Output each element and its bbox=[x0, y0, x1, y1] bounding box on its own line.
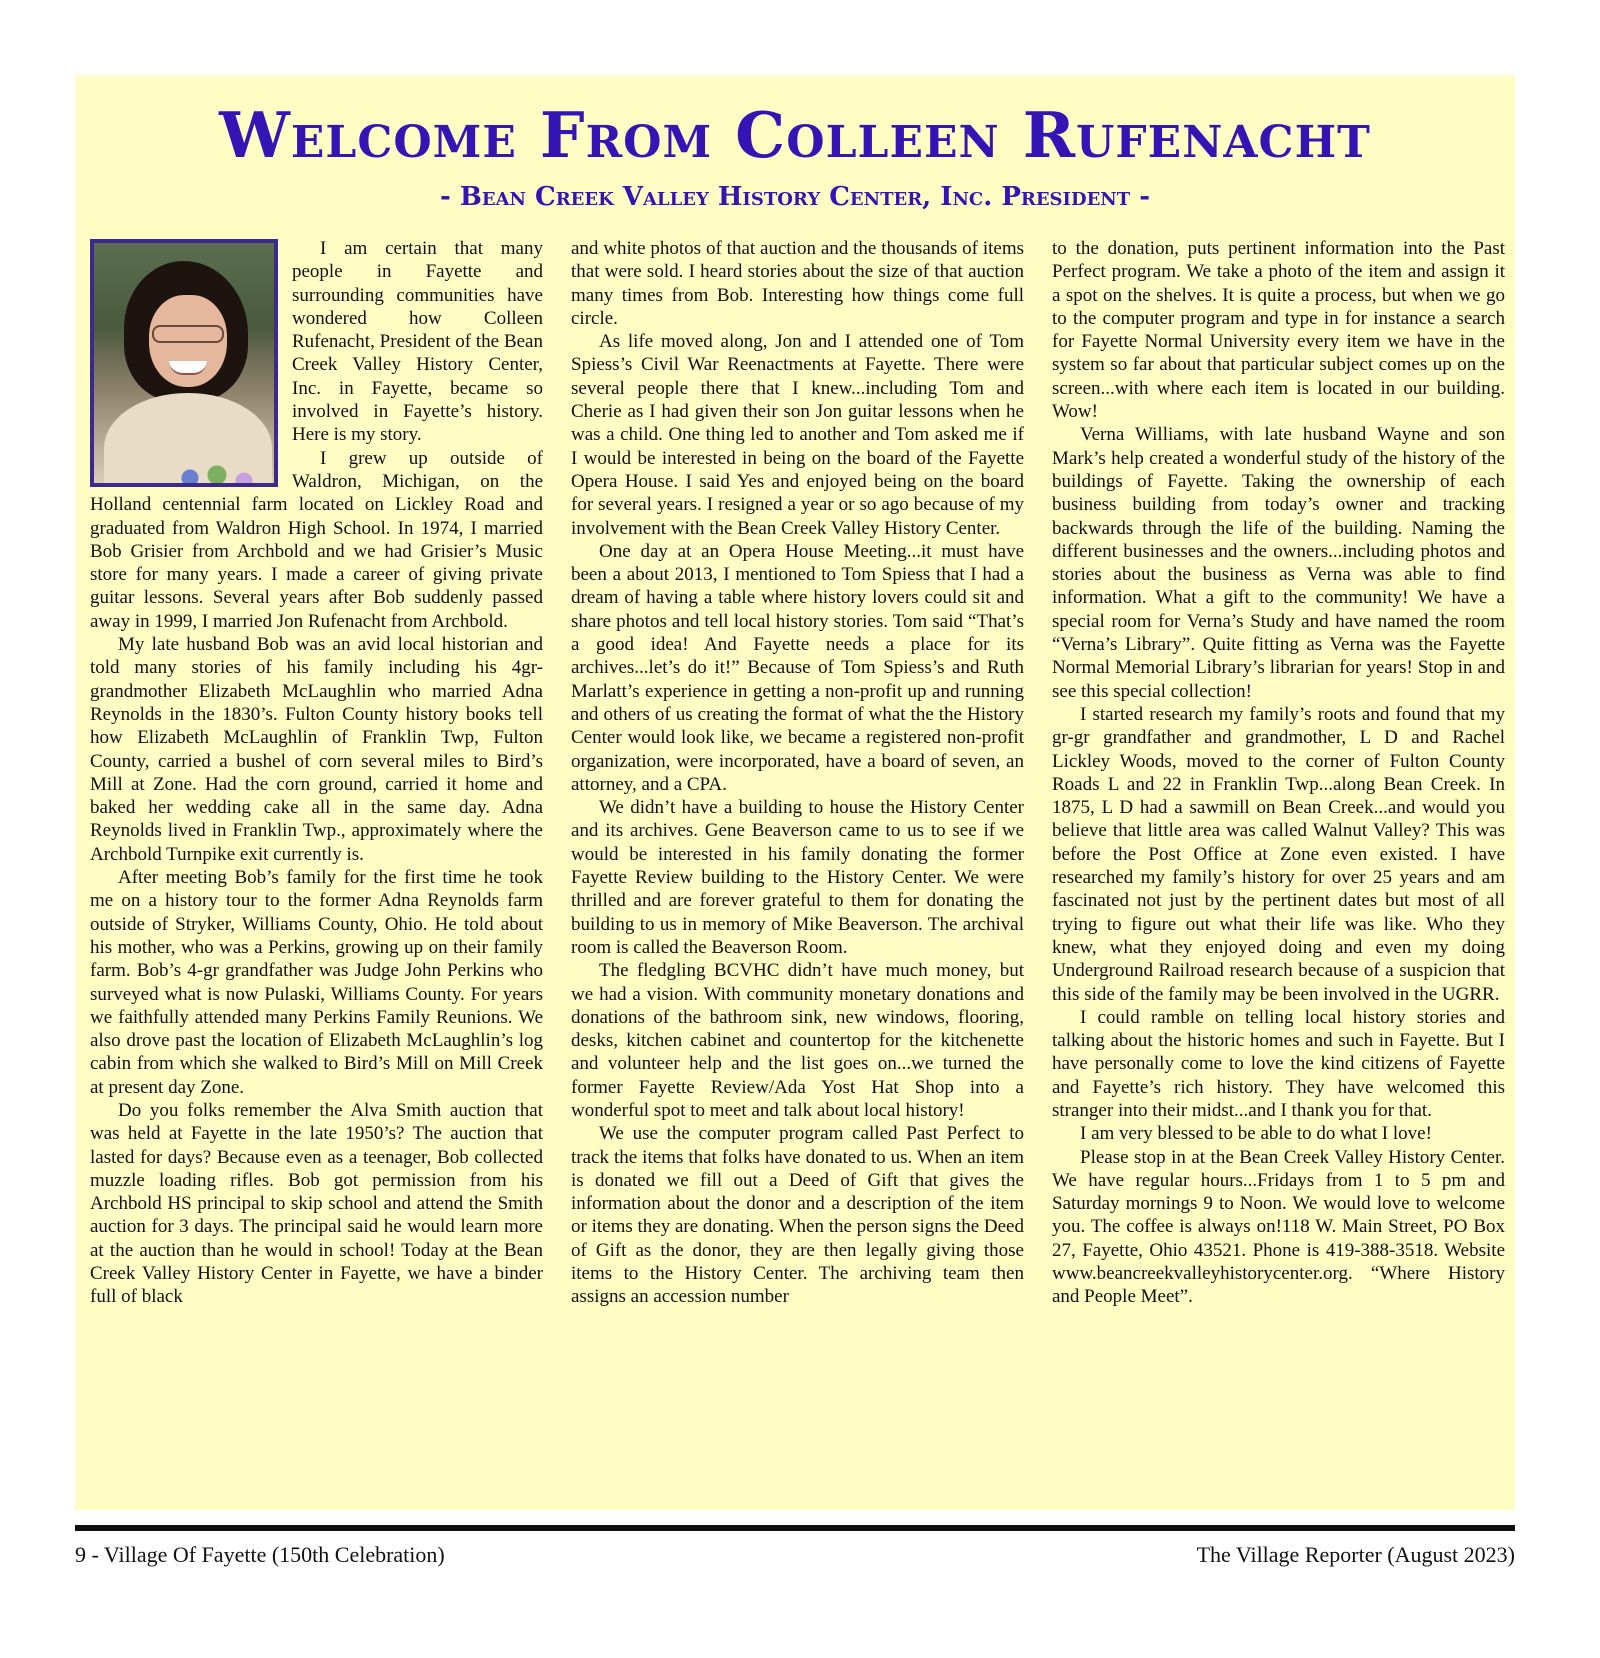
article-title: Welcome From Colleen Rufenacht bbox=[219, 98, 1371, 172]
paragraph: After meeting Bob’s family for the first time he took me on a history tour to the former Adna Reynolds farm outside of Stryker, Williams County, Ohio. He told about his mother, who was a Perkins, growing up on their family farm. Bob’s 4-gr grandfather was Judge John Perkins who surveyed what is now Pulaski, Williams County. For years we faithfully attended many Perkins Family Reunions. We also drove past the location of Elizabeth McLaughlin’s log cabin from which she walked to Bird’s Mill on Mill Creek at present day Zone. bbox=[90, 867, 543, 1098]
footer-divider bbox=[75, 1525, 1515, 1531]
paragraph: My late husband Bob was an avid local historian and told many stories of his family including his 4gr- grandmother Elizabeth McLaughlin who married Adna Reynolds in the 1830’s. Fulton County history books tell how Elizabeth McLaughlin of Franklin Twp, Fulton County, carried a bushel of corn several miles to Bird’s Mill at Zone. Had the corn ground, carried it home and baked her wedding cake all in the same day. Adna Reynolds lived in Franklin Twp., approximately where the Archbold Turnpike exit currently is. bbox=[90, 634, 543, 865]
article-panel bbox=[75, 75, 1515, 1510]
footer-page-label: 9 - Village Of Fayette (150th Celebration) bbox=[75, 1542, 445, 1567]
column-3 bbox=[1052, 237, 1505, 1309]
paragraph: Please stop in at the Bean Creek Valley History Center. We have regular hours...Fridays from 1 to 5 pm and Saturday mornings 9 to Noon. We would love to welcome you. The coffee is always on!118 W. Main Street, PO Box 27, Fayette, Ohio 43521. Phone is 419-388-3518. Website www.beancreekvalleyhistorycenter.org. “Where History and People Meet”. bbox=[1052, 1146, 1505, 1308]
paragraph: We didn’t have a building to house the History Center and its archives. Gene Beaverson came to us to see if we would be interested in his family donating the former Fayette Review building to the History Center. We were thrilled and are forever grateful to them for donating the building to us in memory of Mike Beaverson. The archival room is called the Beaverson Room. bbox=[571, 797, 1024, 958]
column-2 bbox=[571, 237, 1024, 1309]
paragraph: I could ramble on telling local history stories and talking about the historic homes and such in Fayette. But I have personally come to love the kind citizens of Fayette and Fayette’s rich history. They have welcomed this stranger into their midst...and I thank you for that. bbox=[1052, 1006, 1505, 1121]
paragraph: Verna Williams, with late husband Wayne and son Mark’s help created a wonderful study of the history of the buildings of Fayette. Taking the ownership of each business building from today’s owner and tracking backwards through the life of the building. Naming the different businesses and the owners...including photos and stories about the business as Verna was able to find information. What a gift to the community! We have a special room for Verna’s Study and have named the room “Verna’s Library”. Quite fitting as Verna was the Fayette Normal Memorial Library’s librarian for years! Stop in and see this special collection! bbox=[1052, 424, 1505, 702]
column-1 bbox=[90, 237, 543, 1309]
paragraph: Do you folks remember the Alva Smith auction that was held at Fayette in the late 1950’s? The auction that lasted for days? Because even as a teenager, Bob collected muzzle loading rifles. Bob got permission from his Archbold HS principal to skip school and attend the Smith auction for 3 days. The principal said he would learn more at the auction than he would in school! Today at the Bean Creek Valley History Center in Fayette, we have a binder full of black bbox=[90, 1099, 543, 1308]
article-subtitle: - Bean Creek Valley History Center, Inc. President - bbox=[440, 182, 1150, 212]
paragraph: We use the computer program called Past Perfect to track the items that folks have donated to us. When an item is donated we fill out a Deed of Gift that gives the information about the donor and a description of the item or items they are donating. When the person signs the Deed of Gift as the donor, they are then legally giving those items to the History Center. The archiving team then assigns an accession number bbox=[571, 1123, 1024, 1308]
portrait-photo bbox=[90, 239, 278, 487]
paragraph: I started research my family’s roots and found that my gr-gr grandfather and grandmother, L D and Rachel Lickley Woods, moved to the corner of Fulton County Roads L and 22 in Franklin Twp...along Bean Creek. In 1875, L D had a sawmill on Bean Creek...and would you believe that little area was called Walnut Valley? This was before the Post Office at Zone even existed. I have researched my family’s history for over 25 years and am fascinated not just by the pertinent dates but most of all trying to figure out what their life was like. Who they knew, what they enjoyed doing and even my doing Underground Railroad research because of a suspicion that this side of the family may be been involved in the UGRR. bbox=[1052, 703, 1505, 1005]
paragraph: and white photos of that auction and the thousands of items that were sold. I heard stories about the size of that auction many times from Bob. Interesting how things come full circle. bbox=[571, 238, 1024, 329]
paragraph: I am very blessed to be able to do what I love! bbox=[1080, 1123, 1432, 1145]
paragraph: I am certain that many people in Fayette and surrounding communities have wondered how Colleen Rufenacht, President of the Bean Creek Valley History Center, Inc. in Fayette, became so involved in Fayette’s history. Here is my story. bbox=[292, 238, 543, 446]
paragraph: As life moved along, Jon and I attended one of Tom Spiess’s Civil War Reenactments at Fayette. There were several people there that I knew...including Tom and Cherie as I had given their son Jon guitar lessons when he was a child. One thing led to another and Tom asked me if I would be interested in being on the board of the Fayette Opera House. I said Yes and enjoyed being on the board for several years. I resigned a year or so ago because of my involvement with the Bean Creek Valley History Center. bbox=[571, 331, 1024, 539]
paragraph: to the donation, puts pertinent information into the Past Perfect program. We take a photo of the item and assign it a spot on the shelves. It is quite a process, but when we go to the computer program and type in for instance a search for Fayette Normal University every item we have in the system so far about that particular subject comes up on the screen...with where each item is located in our building. Wow! bbox=[1052, 238, 1505, 423]
paragraph: I grew up outside of Waldron, Michigan, on the Holland centennial farm located on Lickley Road and graduated from Waldron High School. In 1974, I married Bob Grisier from Archbold and we had Grisier’s Music store for many years. I made a career of giving private guitar lessons. Several years after Bob suddenly passed away in 1999, I married Jon Rufenacht from Archbold. bbox=[90, 447, 543, 632]
paragraph: One day at an Opera House Meeting...it must have been a about 2013, I mentioned to Tom Spiess that I had a dream of having a table where history lovers could sit and share photos and tell local history stories. Tom said “That’s a good idea! And Fayette needs a place for its archives...let’s do it!” Because of Tom Spiess’s and Ruth Marlatt’s experience in getting a non-profit up and running and others of us creating the format of what the the History Center would look like, we became a registered non-profit organization, were incorporated, have a board of seven, an attorney, and a CPA. bbox=[571, 540, 1024, 795]
paragraph: The fledgling BCVHC didn’t have much money, but we had a vision. With community monetary donations and donations of the bathroom sink, new windows, flooring, desks, kitchen cabinet and countertop for the kitchenette and volunteer help and the list goes on...we turned the former Fayette Review/Ada Yost Hat Shop into a wonderful spot to meet and talk about local history! bbox=[571, 960, 1024, 1121]
footer-publication: The Village Reporter (August 2023) bbox=[1196, 1542, 1515, 1567]
